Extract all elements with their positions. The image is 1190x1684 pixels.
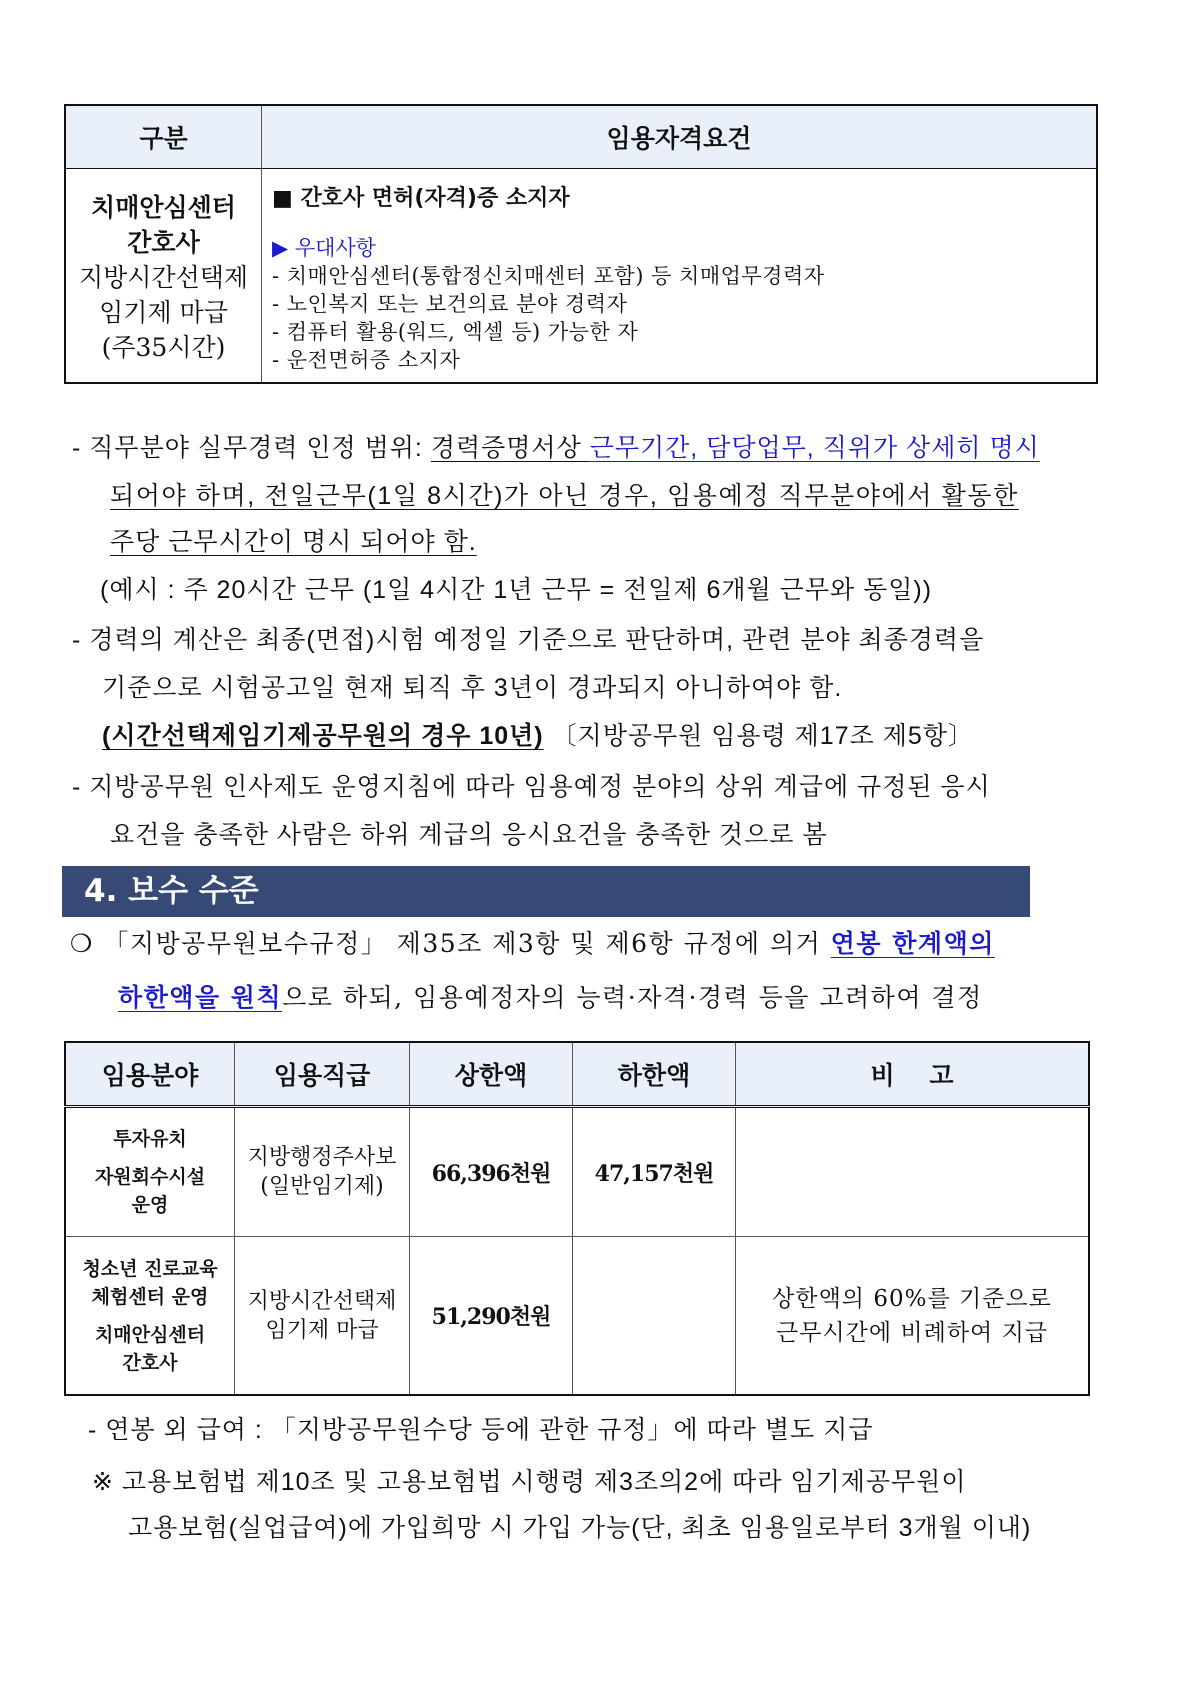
insurance-note-line1: ※ 고용보험법 제10조 및 고용보험법 시행령 제3조의2에 따라 임기제공무원이 [92,1468,967,1496]
header-remarks: 비 고 [736,1042,1090,1107]
lower-limit-cell: 47,157천원 [573,1107,736,1237]
qualification-table [64,104,1098,384]
intro-text: 으로 하되, 임용예정자의 능력·자격·경력 등을 고려하여 결정 [282,983,983,1012]
circle-bullet-icon: ❍ [70,929,94,958]
field-line: 운영 [131,1194,169,1216]
note-reference: 〔지방공무원 임용령 제17조 제5항〕 [543,722,974,750]
note-underlined: 경력증명서상 [430,434,590,462]
note-emphasis: 근무기간, 담당업무, 직위가 상세히 명시 [589,434,1040,462]
header-field: 임용분야 [65,1042,235,1107]
salary-intro-line2 [118,978,983,1014]
preferences-title: ▶ 우대사항 [272,236,376,260]
field-line: 청소년 진로교육 [82,1257,218,1280]
lower-limit-cell [573,1237,736,1396]
category-line: (주35시간) [101,332,226,362]
field-line: 치매안심센터 [94,1323,206,1346]
field-line: 투자유치 [113,1128,187,1150]
field-line: 자원회수시설 [94,1166,206,1188]
qualification-table-header [65,105,1097,169]
field-cell [65,1237,235,1396]
note-calculation-line2: 기준으로 시험공고일 현재 퇴직 후 3년이 경과되지 아니하여야 함. [102,674,843,702]
intro-emphasis: 연봉 한계액의 [830,929,995,958]
intro-text: 「지방공무원보수규정」 제35조 제3항 및 제6항 규정에 의거 [93,929,831,958]
note-upper-grade-line1: - 지방공무원 인사제도 운영지침에 따라 임용예정 분야의 상위 계급에 규정된 응시 [72,773,991,801]
qualification-row [65,169,1097,384]
field-line: 간호사 [122,1351,178,1374]
remark-line: 근무시간에 비례하여 지급 [775,1319,1049,1346]
preference-item: - 운전면허증 소지자 [272,348,461,372]
category-line: 지방시간선택제 [78,262,249,292]
category-line: 임기제 마급 [99,297,228,327]
requirements-cell [262,169,1098,384]
rank-cell [235,1107,410,1237]
header-upper-limit: 상한액 [410,1042,573,1107]
salary-table-header [65,1042,1089,1107]
insurance-note-line2: 고용보험(실업급여)에 가입희망 시 가입 가능(단, 최초 임용일로부터 3개월 이내) [128,1514,1032,1542]
field-line: 체험센터 운영 [91,1285,209,1308]
note-experience-scope-line3: 주당 근무시간이 명시 되어야 함. [110,528,477,556]
preference-item: - 노인복지 또는 보건의료 분야 경력자 [272,292,628,316]
upper-limit-cell: 51,290천원 [410,1237,573,1396]
note-calculation-line1: - 경력의 계산은 최종(면접)시험 예정일 기준으로 판단하며, 관련 분야 최종경력을 [72,626,985,654]
remark-cell [736,1237,1090,1396]
extra-pay-note: - 연봉 외 급여 : 「지방공무원수당 등에 관한 규정」에 따라 별도 지급 [88,1416,874,1444]
note-example: (예시 : 주 20시간 근무 (1일 4시간 1년 근무 = 전일제 6개월 근무와 동일)) [100,576,933,604]
rank-line: (일반임기제) [260,1174,384,1199]
intro-emphasis: 하한액을 원칙 [118,983,283,1012]
main-requirement: ■ 간호사 면허(자격)증 소지자 [272,186,570,211]
table-row [65,1237,1089,1396]
preference-item: - 컴퓨터 활용(워드, 엑셀 등) 가능한 자 [272,320,639,344]
note-upper-grade-line2: 요건을 충족한 사람은 하위 계급의 응시요건을 충족한 것으로 봄 [110,821,828,849]
header-lower-limit: 하한액 [573,1042,736,1107]
upper-limit-cell: 66,396천원 [410,1107,573,1237]
preference-item: - 치매안심센터(통합정신치매센터 포함) 등 치매업무경력자 [272,264,825,288]
section-title: 4. 보수 수준 [84,873,259,909]
category-line: 간호사 [127,227,200,257]
category-line: 치매안심센터 [91,192,236,222]
rank-line: 지방시간선택제 [247,1288,397,1314]
rank-cell [235,1237,410,1396]
note-experience-scope-line2: 되어야 하며, 전일근무(1일 8시간)가 아닌 경우, 임용예정 직무분야에서 활동한 [110,482,1019,510]
note-experience-scope-line1 [72,428,1040,464]
table-row [65,1107,1089,1237]
note-text: - 직무분야 실무경력 인정 범위: [72,434,431,462]
header-requirements: 임용자격요건 [262,105,1098,169]
salary-intro-line1 [70,924,995,960]
field-cell [65,1107,235,1237]
remark-line: 상한액의 60%를 기준으로 [772,1285,1052,1312]
rank-line: 지방행정주사보 [247,1145,397,1170]
salary-table [64,1041,1090,1396]
header-rank: 임용직급 [235,1042,410,1107]
note-calculation-line3 [102,716,974,752]
header-category: 구분 [65,105,262,169]
category-cell [65,169,262,384]
remark-cell [736,1107,1090,1237]
note-underlined: (시간선택제임기제공무원의 경우 10년) [102,722,544,750]
rank-line: 임기제 마급 [265,1317,379,1343]
